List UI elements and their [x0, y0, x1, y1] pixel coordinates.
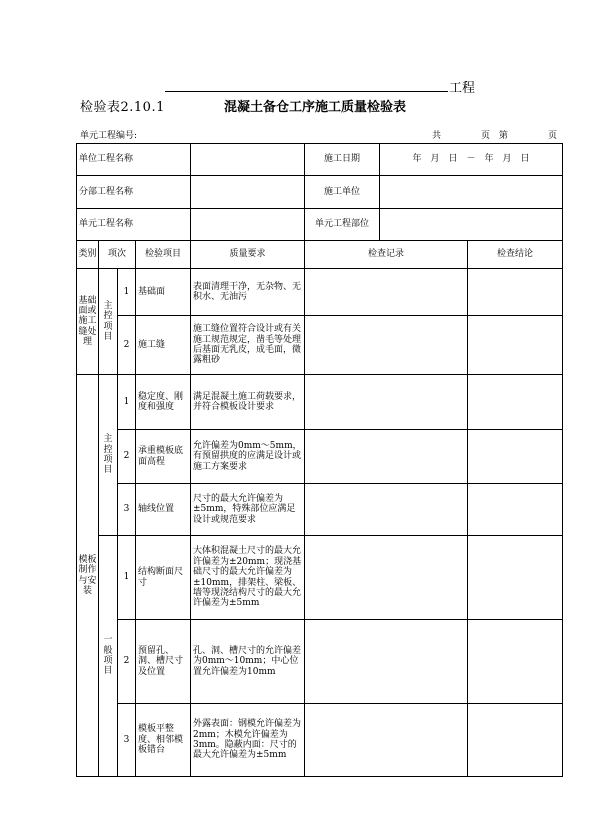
- info-label-construction-date: 施工日期: [305, 144, 380, 176]
- requirement-text: 施工缝位置符合设计或有关施工规范规定，凿毛等处理后基面无乳皮，成毛面，微露粗砂: [191, 316, 305, 375]
- project-name-underline: [165, 91, 448, 92]
- inspection-table: [76, 143, 563, 777]
- record-cell[interactable]: [305, 430, 468, 484]
- item-number: 2: [118, 620, 136, 704]
- unit-project-no-label: 单元工程编号:: [80, 131, 138, 141]
- item-number: 2: [118, 430, 136, 484]
- form-title: 混凝土备仓工序施工质量检验表: [224, 100, 407, 115]
- col-header-category: 类别: [77, 241, 99, 269]
- info-label-unit-project: 单位工程名称: [77, 144, 191, 176]
- table-row: [77, 430, 563, 484]
- info-row-unit-project: [77, 144, 563, 176]
- record-cell[interactable]: [305, 316, 468, 375]
- info-value-division-project[interactable]: [191, 176, 305, 209]
- col-header-item-no: 项次: [99, 241, 136, 269]
- record-cell[interactable]: [305, 484, 468, 536]
- record-cell[interactable]: [305, 269, 468, 316]
- conclusion-cell[interactable]: [468, 316, 563, 375]
- column-header-row: [77, 241, 563, 269]
- requirement-text: 大体积混凝土尺寸的最大允许偏差为±20mm；现浇基础尺寸的最大允许偏差为±10mm，排架柱、梁板、墙等现浇结构尺寸的最大允许偏差为±5mm: [191, 536, 305, 620]
- form-number: 检验表2.10.1: [80, 100, 165, 115]
- check-item-name: 基础面: [136, 269, 191, 316]
- info-label-construction-unit: 施工单位: [305, 176, 380, 209]
- info-value-construction-unit[interactable]: [380, 176, 563, 209]
- table-row: [77, 269, 563, 316]
- info-value-construction-date[interactable]: 年 月 日 － 年 月 日: [380, 144, 563, 176]
- info-row-division-project: [77, 176, 563, 209]
- item-number: 3: [118, 704, 136, 777]
- table-row: [77, 704, 563, 777]
- item-number: 3: [118, 484, 136, 536]
- project-suffix: 工程: [449, 81, 476, 96]
- requirement-text: 允许偏差为0mm～5mm，有预留拱度的应满足设计或施工方案要求: [191, 430, 305, 484]
- col-header-conclusion: 检查结论: [468, 241, 563, 269]
- record-cell[interactable]: [305, 375, 468, 430]
- group-cell: 一般项目: [99, 536, 118, 777]
- requirement-text: 外露表面：钢模允许偏差为2mm；木模允许偏差为3mm。隐蔽内面：尺寸的最大允许偏差为±5mm: [191, 704, 305, 777]
- item-number: 2: [118, 316, 136, 375]
- conclusion-cell[interactable]: [468, 484, 563, 536]
- page-total-label: 共: [432, 131, 442, 141]
- info-value-unit-element-part[interactable]: [380, 209, 563, 241]
- conclusion-cell[interactable]: [468, 536, 563, 620]
- col-header-requirement: 质量要求: [191, 241, 305, 269]
- info-label-unit-element: 单元工程名称: [77, 209, 191, 241]
- info-value-unit-element[interactable]: [191, 209, 305, 241]
- info-label-division-project: 分部工程名称: [77, 176, 191, 209]
- table-row: [77, 620, 563, 704]
- group-cell: 主控项目: [99, 269, 118, 375]
- requirement-text: 满足混凝土施工荷载要求，并符合模板设计要求: [191, 375, 305, 430]
- check-item-name: 轴线位置: [136, 484, 191, 536]
- record-cell[interactable]: [305, 536, 468, 620]
- check-item-name: 稳定度、刚度和强度: [136, 375, 191, 430]
- info-label-unit-element-part: 单元工程部位: [305, 209, 380, 241]
- category-cell: 模板制作与安装: [77, 375, 99, 777]
- item-number: 1: [118, 269, 136, 316]
- table-row: [77, 484, 563, 536]
- category-cell: 基础面或施工缝处理: [77, 269, 99, 375]
- item-number: 1: [118, 375, 136, 430]
- page-current-label: 页 第: [481, 131, 508, 141]
- conclusion-cell[interactable]: [468, 704, 563, 777]
- item-number: 1: [118, 536, 136, 620]
- check-item-name: 施工缝: [136, 316, 191, 375]
- col-header-check-item: 检验项目: [136, 241, 191, 269]
- requirement-text: 表面清理干净，无杂物、无积水、无油污: [191, 269, 305, 316]
- conclusion-cell[interactable]: [468, 620, 563, 704]
- check-item-name: 结构断面尺寸: [136, 536, 191, 620]
- table-row: [77, 316, 563, 375]
- info-row-unit-element: [77, 209, 563, 241]
- group-cell: 主控项目: [99, 375, 118, 536]
- requirement-text: 孔、洞、槽尺寸的允许偏差为0mm～10mm；中心位置允许偏差为10mm: [191, 620, 305, 704]
- check-item-name: 预留孔、洞、槽尺寸及位置: [136, 620, 191, 704]
- table-row: [77, 375, 563, 430]
- table-row: [77, 536, 563, 620]
- col-header-record: 检查记录: [305, 241, 468, 269]
- info-value-unit-project[interactable]: [191, 144, 305, 176]
- record-cell[interactable]: [305, 620, 468, 704]
- conclusion-cell[interactable]: [468, 430, 563, 484]
- record-cell[interactable]: [305, 704, 468, 777]
- check-item-name: 模板平整度、相邻模板错台: [136, 704, 191, 777]
- conclusion-cell[interactable]: [468, 269, 563, 316]
- conclusion-cell[interactable]: [468, 375, 563, 430]
- page-suffix-label: 页: [548, 131, 558, 141]
- requirement-text: 尺寸的最大允许偏差为±5mm，特殊部位应满足设计或规范要求: [191, 484, 305, 536]
- check-item-name: 承重模板底面高程: [136, 430, 191, 484]
